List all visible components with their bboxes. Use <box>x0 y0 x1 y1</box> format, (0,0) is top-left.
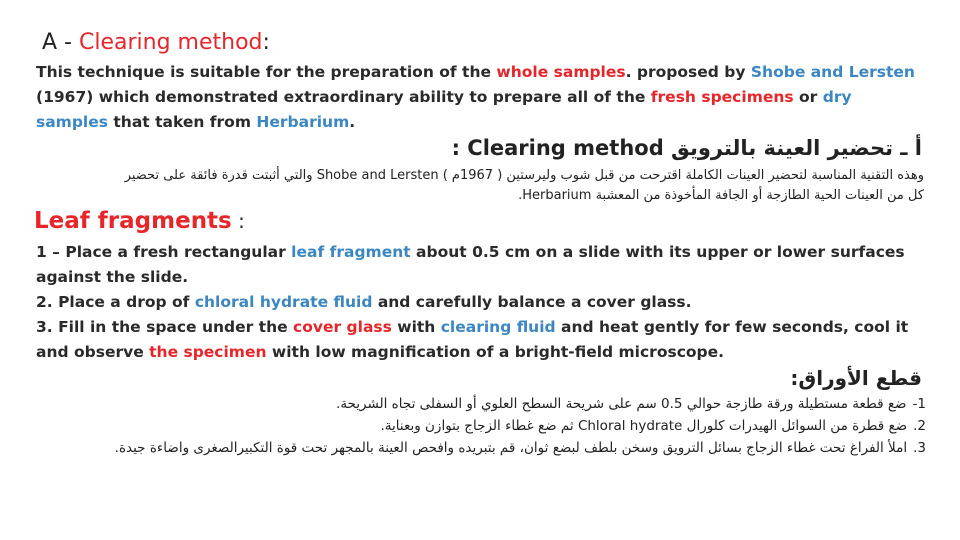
leaf-steps-english <box>36 240 926 365</box>
highlight-cover-glass: cover glass <box>293 318 392 336</box>
highlight-leaf-fragment: leaf fragment <box>291 243 411 261</box>
step-text: and carefully balance a cover glass. <box>372 293 692 311</box>
step-text: about 0.5 cm on a slide with its upper or lower surfaces against the slide. <box>36 243 905 286</box>
arabic-clearing-line-2: كل من العينات الحية الطازجة أو الجافة المأخوذة من المعشبة Herbarium. <box>518 188 924 203</box>
step-text: with low magnification of a bright-field microscope. <box>266 343 725 361</box>
step-text: 3. Fill in the space under the <box>36 318 294 336</box>
arabic-step-3 <box>115 440 926 456</box>
para-text: . proposed by <box>625 63 751 81</box>
highlight-dry-samples: dry samples <box>36 88 852 131</box>
highlight-whole-samples: whole samples <box>496 63 626 81</box>
arabic-step-number: 1- <box>912 396 926 412</box>
step-2 <box>36 290 926 315</box>
clearing-method-paragraph <box>36 60 916 135</box>
section-a-heading <box>42 30 270 55</box>
arabic-step-1 <box>336 396 926 412</box>
para-text: . <box>349 113 356 131</box>
highlight-shobe-lersten: Shobe and Lersten <box>750 63 915 81</box>
arabic-step-number: 2. <box>913 418 926 434</box>
arabic-leaf-heading: قطع الأوراق: <box>790 366 922 390</box>
leaf-fragments-heading <box>34 208 245 234</box>
arabic-step-text: ضع قطعة مستطيلة ورقة طازجة حوالي 0.5 سم على شريحة السطح العلوي أو السفلى تجاه الشريحة. <box>336 396 907 412</box>
section-a-title: Clearing method <box>78 30 263 55</box>
arabic-step-2 <box>380 418 926 434</box>
section-a-prefix: A - <box>42 30 72 55</box>
para-text: that taken from <box>107 113 257 131</box>
arabic-clearing-heading: أ ـ تحضير العينة بالترويق Clearing method : <box>451 136 922 160</box>
step-text: 2. Place a drop of <box>36 293 195 311</box>
arabic-step-text: ضع قطرة من السوائل الهيدرات كلورال Chloral hydrate ثم ضع غطاء الزجاج بتوازن وبعناية. <box>380 418 908 434</box>
step-3 <box>36 315 926 365</box>
highlight-clearing-fluid: clearing fluid <box>440 318 556 336</box>
para-text: or <box>793 88 823 106</box>
highlight-fresh-specimens: fresh specimens <box>650 88 794 106</box>
leaf-fragments-title: Leaf fragments <box>34 208 232 234</box>
para-text: This technique is suitable for the preparation of the <box>36 63 497 81</box>
step-text: with <box>391 318 441 336</box>
highlight-chloral-hydrate: chloral hydrate fluid <box>194 293 373 311</box>
step-text: and heat gently for few seconds, cool it and observe <box>36 318 909 361</box>
step-1 <box>36 240 926 290</box>
arabic-clearing-line-1: وهذه التقنية المناسبة لتحضير العينات الكاملة اقترحت من قبل شوب وليرستين ( 1967م ) Shobe and Lersten والتي أثبتت قدرة فائقة على تحضير <box>124 168 924 183</box>
arabic-step-number: 3. <box>913 440 926 456</box>
para-text: (1967) which demonstrated extraordinary ability to prepare all of the <box>36 88 651 106</box>
step-text: 1 – Place a fresh rectangular <box>36 243 292 261</box>
section-a-colon: : <box>262 30 270 55</box>
leaf-fragments-colon: : <box>231 209 245 233</box>
highlight-herbarium: Herbarium <box>256 113 350 131</box>
arabic-step-text: املأ الفراغ تحت غطاء الزجاج بسائل الترويق وسخن بلطف لبضع ثوان، قم بتبريده وافحص العينة بالمجهر تحت قوة التكبيرالصغرى واضاءة جيدة. <box>114 440 908 456</box>
highlight-the-specimen: the specimen <box>149 343 267 361</box>
